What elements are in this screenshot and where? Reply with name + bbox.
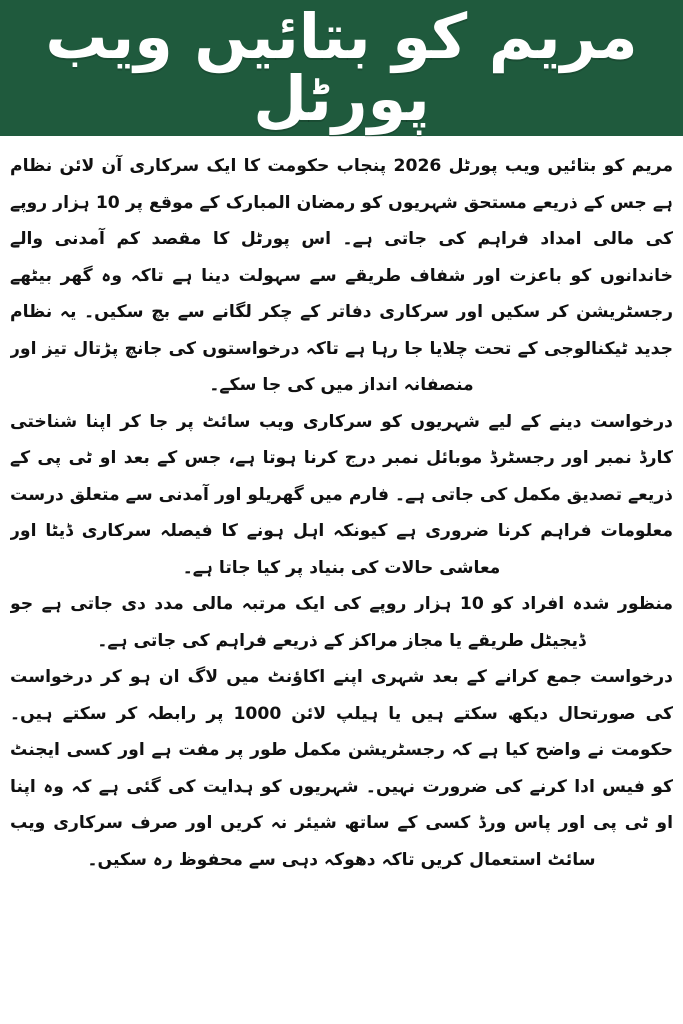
title-banner: [0, 0, 683, 136]
page-title: مریم کو بتائیں ویب پورٹل: [45, 0, 638, 135]
paragraph-status-and-warnings: درخواست جمع کرانے کے بعد شہری اپنے اکاؤنٹ میں لاگ ان ہو کر درخواست کی صورتحال دیکھ سکتے ہیں یا ہیلپ لائن 1000 پر رابطہ کر سکتے ہیں۔ حکومت نے واضح کیا ہے کہ رجسٹریشن مکمل طور پر مفت ہے اور کسی ایجنٹ کو فیس ادا کرنے کی ضرورت نہیں۔ شہریوں کو ہدایت کی گئی ہے کہ وہ اپنا او ٹی پی اور پاس ورڈ کسی کے ساتھ شیئر نہ کریں اور صرف سرکاری ویب سائٹ استعمال کریں تاکہ دھوکہ دہی سے محفوظ رہ سکیں۔: [10, 667, 673, 870]
paragraph-intro: مریم کو بتائیں ویب پورٹل 2026 پنجاب حکومت کا ایک سرکاری آن لائن نظام ہے جس کے ذریعے مستحق شہریوں کو رمضان المبارک کے موقع پر 10 ہزار روپے کی مالی امداد فراہم کی جاتی ہے۔ اس پورٹل کا مقصد کم آمدنی والے خاندانوں کو باعزت اور شفاف طریقے سے سہولت دینا ہے تاکہ وہ گھر بیٹھے رجسٹریشن کر سکیں اور سرکاری دفاتر کے چکر لگانے سے بچ سکیں۔ یہ نظام جدید ٹیکنالوجی کے تحت چلایا جا رہا ہے تاکہ درخواستوں کی جانچ پڑتال تیز اور منصفانہ انداز میں کی جا سکے۔: [10, 156, 673, 395]
article-body: [10, 148, 673, 1016]
paragraph-application-process: درخواست دینے کے لیے شہریوں کو سرکاری ویب سائٹ پر جا کر اپنا شناختی کارڈ نمبر اور رجسٹرڈ موبائل نمبر درج کرنا ہوتا ہے، جس کے بعد او ٹی پی کے ذریعے تصدیق مکمل کی جاتی ہے۔ فارم میں گھریلو اور آمدنی سے متعلق درست معلومات فراہم کرنا ضروری ہے کیونکہ اہل ہونے کا فیصلہ سرکاری ڈیٹا اور معاشی حالات کی بنیاد پر کیا جاتا ہے۔: [10, 411, 673, 578]
paragraph-payment: منظور شدہ افراد کو 10 ہزار روپے کی ایک مرتبہ مالی مدد دی جاتی ہے جو ڈیجیٹل طریقے یا مجاز مراکز کے ذریعے فراہم کی جاتی ہے۔: [10, 594, 673, 651]
